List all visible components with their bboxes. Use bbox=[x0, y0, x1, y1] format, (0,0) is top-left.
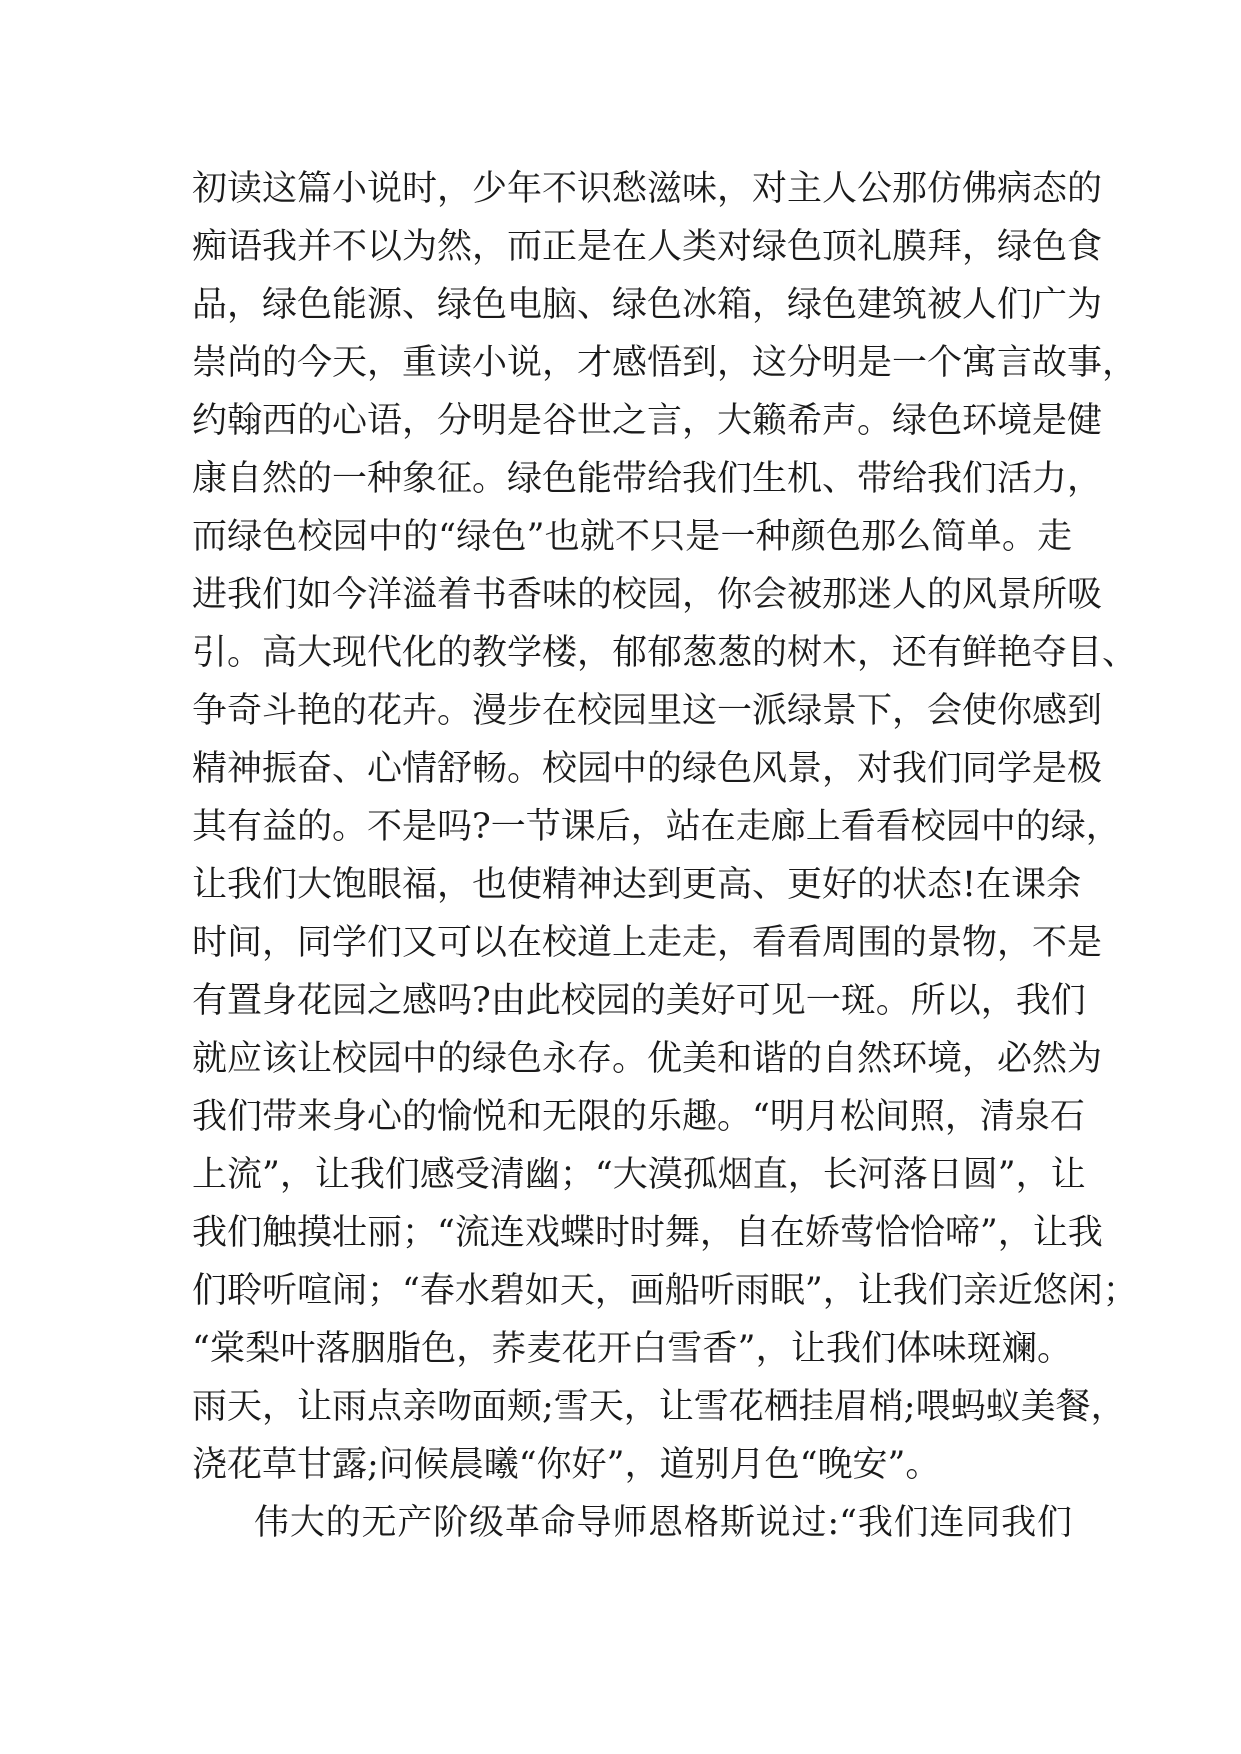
text-line: 初读这篇小说时，少年不识愁滋味，对主人公那仿佛病态的 bbox=[192, 169, 1103, 209]
text-line: 约翰西的心语，分明是谷世之言，大籁希声。绿色环境是健 bbox=[192, 401, 1103, 441]
text-line: “棠梨叶落胭脂色，荞麦花开白雪香”，让我们体味斑斓。 bbox=[192, 1329, 1072, 1369]
body-text bbox=[192, 160, 1138, 1552]
text-line: 就应该让校园中的绿色永存。优美和谐的自然环境，必然为 bbox=[192, 1039, 1103, 1079]
text-line: 我们带来身心的愉悦和无限的乐趣。“明月松间照，清泉石 bbox=[192, 1097, 1085, 1137]
text-line: 争奇斗艳的花卉。漫步在校园里这一派绿景下，会使你感到 bbox=[192, 691, 1103, 731]
text-line: 们聆听喧闹；“春水碧如天，画船听雨眠”，让我们亲近悠闲； bbox=[192, 1271, 1138, 1311]
text-line: 痴语我并不以为然，而正是在人类对绿色顶礼膜拜，绿色食 bbox=[192, 227, 1103, 267]
text-line: 品，绿色能源、绿色电脑、绿色冰箱，绿色建筑被人们广为 bbox=[192, 285, 1103, 325]
text-line: 而绿色校园中的“绿色”也就不只是一种颜色那么简单。走 bbox=[192, 517, 1072, 557]
text-line: 崇尚的今天，重读小说，才感悟到，这分明是一个寓言故事， bbox=[192, 343, 1138, 383]
text-line: 让我们大饱眼福，也使精神达到更高、更好的状态!在课余 bbox=[192, 865, 1082, 905]
text-line: 伟大的无产阶级革命导师恩格斯说过:“我们连同我们 bbox=[254, 1503, 1072, 1543]
text-line: 其有益的。不是吗?一节课后，站在走廊上看看校园中的绿， bbox=[192, 807, 1121, 847]
text-line: 有置身花园之感吗?由此校园的美好可见一斑。所以，我们 bbox=[192, 981, 1086, 1021]
text-line: 上流”，让我们感受清幽；“大漠孤烟直，长河落日圆”，让 bbox=[192, 1155, 1086, 1195]
text-line: 精神振奋、心情舒畅。校园中的绿色风景，对我们同学是极 bbox=[192, 749, 1103, 789]
text-line: 时间，同学们又可以在校道上走走，看看周围的景物，不是 bbox=[192, 923, 1103, 963]
text-line: 我们触摸壮丽；“流连戏蝶时时舞，自在娇莺恰恰啼”，让我 bbox=[192, 1213, 1103, 1253]
text-line: 雨天，让雨点亲吻面颊;雪天，让雪花栖挂眉梢;喂蚂蚁美餐， bbox=[192, 1387, 1126, 1427]
text-line: 浇花草甘露;问候晨曦“你好”，道别月色“晚安”。 bbox=[192, 1445, 941, 1485]
text-line: 进我们如今洋溢着书香味的校园，你会被那迷人的风景所吸 bbox=[192, 575, 1103, 615]
text-line: 引。高大现代化的教学楼，郁郁葱葱的树木，还有鲜艳夺目、 bbox=[192, 633, 1138, 673]
text-line: 康自然的一种象征。绿色能带给我们生机、带给我们活力， bbox=[192, 459, 1103, 499]
